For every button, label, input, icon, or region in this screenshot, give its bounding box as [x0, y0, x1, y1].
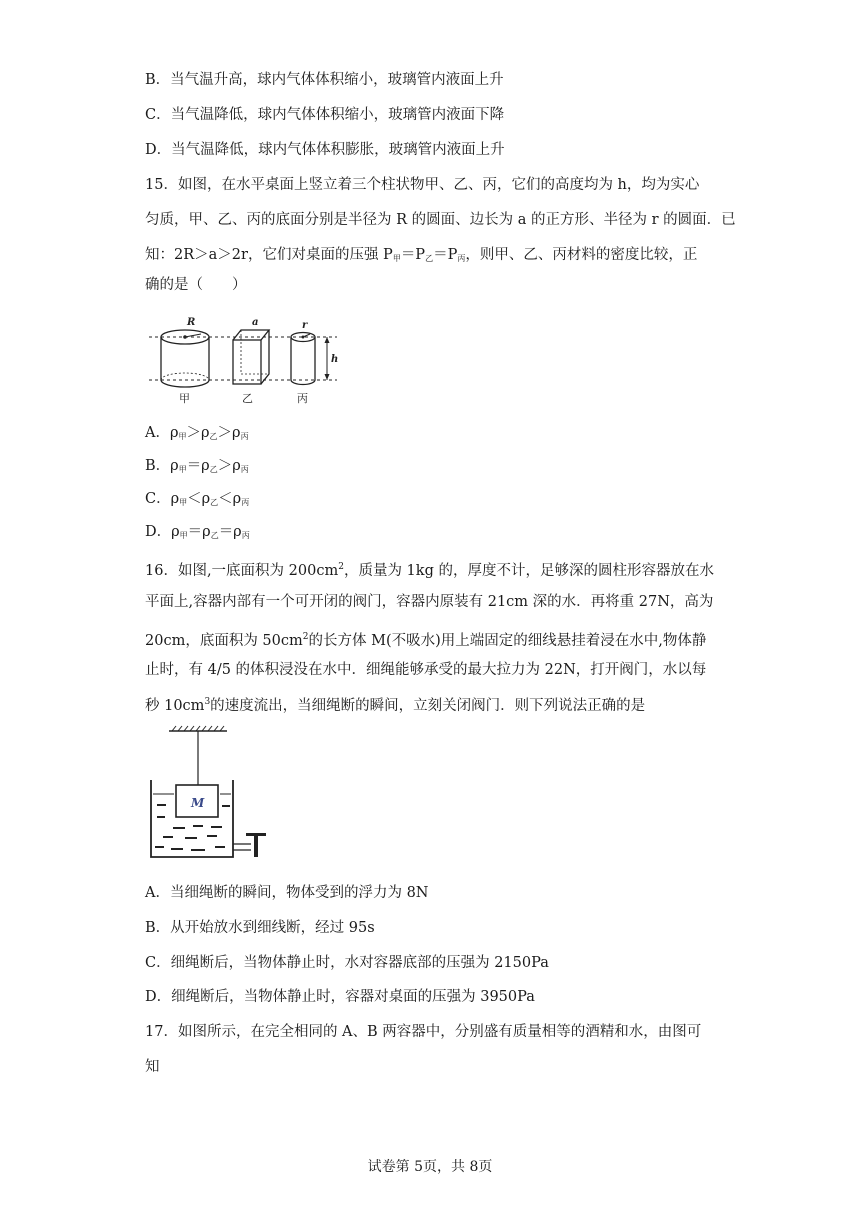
q15-caption-bing: 丙 [297, 392, 308, 405]
q15-caption-jia: 甲 [179, 392, 190, 405]
q15-stem-line1: 15．如图，在水平桌面上竖立着三个柱状物甲、乙、丙，它们的高度均为 h，均为实心 [145, 177, 700, 193]
q16-stem-line3: 20cm，底面积为 $50cm^2$的长方体 M(不吸水)用上端固定的细线悬挂着浸在水中,物体静 [145, 632, 707, 649]
q16-figure-container-with-block [145, 725, 275, 865]
q16-stem-line2: 平面上,容器内部有一个可开闭的阀门，容器内原装有 21cm 深的水．再将重 27N，高为 [145, 594, 714, 610]
q15-caption-yi: 乙 [242, 392, 253, 405]
q15-option-a: A．$\rho_甲>\rho_乙>\rho_丙$ [145, 425, 249, 441]
q17-stem-line2: 知 [145, 1059, 160, 1075]
q15-label-a: a [252, 317, 259, 328]
q15-stem-line4: 确的是（ ） [145, 277, 247, 293]
q16-option-a: A．当细绳断的瞬间，物体受到的浮力为 8N [145, 885, 429, 901]
q16-option-b: B．从开始放水到细线断，经过 95s [145, 920, 375, 936]
q15-figure-three-cylinders [145, 312, 345, 407]
q15-label-r: r [302, 320, 308, 331]
q16-label-M: M [191, 796, 205, 810]
q15-label-R: R [187, 317, 196, 328]
q16-stem-line5: 秒 $10cm^3$的速度流出，当细绳断的瞬间，立刻关闭阀门．则下列说法正确的是 [145, 697, 646, 714]
q16-option-d: D．细绳断后，当物体静止时，容器对桌面的压强为 3950Pa [145, 989, 535, 1005]
q17-stem-line1: 17．如图所示，在完全相同的 A、B 两容器中，分别盛有质量相等的酒精和水，由图可 [145, 1024, 702, 1040]
q15-option-d: D．$\rho_甲=\rho_乙=\rho_丙$ [145, 524, 250, 540]
q15-label-h: h [331, 354, 339, 365]
q15-stem-line2: 匀质，甲、乙、丙的底面分别是半径为 R 的圆面、边长为 a 的正方形、半径为 r 的圆面．已 [145, 212, 736, 228]
q16-stem-line4: 止时，有 4/5 的体积浸没在水中．细绳能够承受的最大拉力为 22N，打开阀门，水以每 [145, 662, 707, 678]
q15-option-c: C．$\rho_甲<\rho_乙<\rho_丙$ [145, 491, 250, 507]
q14-option-d: D．当气温降低，球内气体体积膨胀，玻璃管内液面上升 [145, 142, 505, 158]
q15-stem-line3: 知：2R＞a＞2r，它们对桌面的压强 $P_甲=P_乙=P_丙$，则甲、乙、丙材料的密度比较，正 [145, 247, 698, 263]
q15-option-b: B．$\rho_甲=\rho_乙>\rho_丙$ [145, 458, 249, 474]
q14-option-c: C．当气温降低，球内气体体积缩小，玻璃管内液面下降 [145, 107, 505, 123]
q16-stem-line1: 16．如图,一底面积为 $200cm^2$，质量为 1kg 的，厚度不计，足够深的圆柱形容器放在水 [145, 562, 714, 579]
q14-option-b: B．当气温升高，球内气体体积缩小，玻璃管内液面上升 [145, 72, 504, 88]
q16-option-c: C．细绳断后，当物体静止时，水对容器底部的压强为 2150Pa [145, 955, 549, 971]
page-footer: 试卷第 5页，共 8页 [367, 1159, 493, 1175]
